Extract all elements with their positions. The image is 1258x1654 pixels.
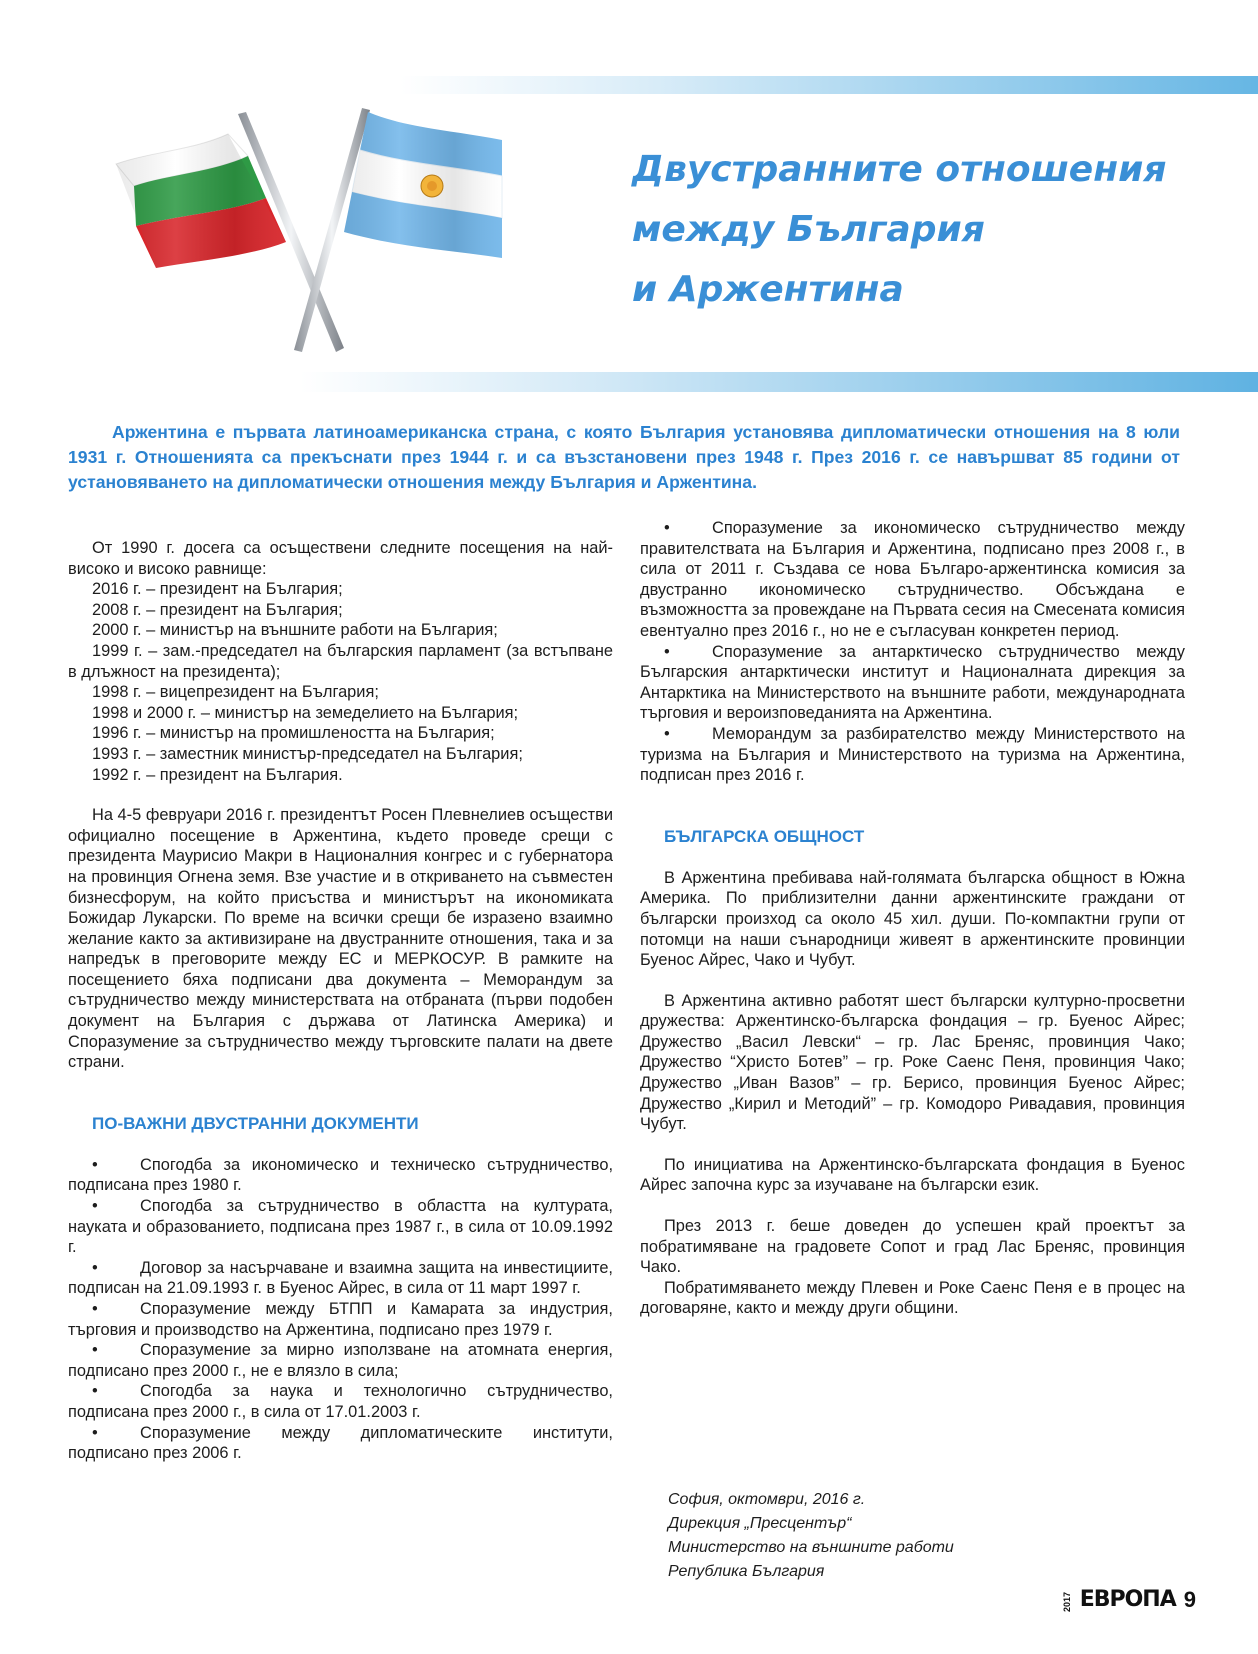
right-column (640, 518, 1185, 1319)
spacer (68, 1093, 613, 1113)
document-list-item: • Споразумение за икономическо сътрудничество между правителствата на България и Аржентина, подписано през 2008 г., в сила от 2011 г. Създава се нова Българо-аржентинска комисия за двустранно икономическо сътрудничество. Обсъждана е възможността за провеждане на Първата сесия на Смесената комисия евентуално през 2016 г., но не е съгласуван конкретен период. (640, 519, 1185, 640)
visit-item: 1993 г. – заместник министър-председател на България; (92, 744, 523, 763)
page-footer (1063, 1586, 1196, 1612)
community-paragraph: През 2013 г. беше доведен до успешен край проектът за побратимяване на градовете Сопот и град Лас Бреняс, провинция Чако. (640, 1217, 1185, 1277)
visit-item: 1999 г. – зам.-председател на българския парламент (за встъпване в длъжност на президента); (68, 641, 613, 681)
page-title (632, 140, 1192, 320)
sun-of-may-icon (421, 175, 443, 197)
magazine-logo: ЕВРОПА (1079, 1587, 1176, 1612)
spacer (68, 1135, 613, 1155)
spacer (640, 806, 1185, 826)
spacer (640, 848, 1185, 868)
spacer (68, 1073, 613, 1093)
left-column (68, 538, 613, 1464)
visit-item: 1992 г. – президент на България. (92, 765, 343, 784)
section-heading-community: БЪЛГАРСКА ОБЩНОСТ (664, 826, 865, 846)
community-paragraph: В Аржентина активно работят шест български културно-просветни дружества: Аржентинско-българска фондация – гр. Буенос Айрес; Дружество „Васил Левски“ – гр. Лас Бреняс, провинция Чако; Дружество “Христо Ботев” – гр. Роке Саенс Пеня, провинция Чако; Дружество „Иван Вазов” – гр. Берисо, провинция Буенос Айрес; Дружество „Кирил и Методий” – гр. Комодоро Ривадавия, провинция Чубут. (640, 991, 1185, 1134)
visits-intro: От 1990 г. досега са осъществени следните посещения на най-високо и високо равнище: (68, 539, 613, 578)
document-list-item: • Споразумение между БТПП и Камарата за индустрия, търговия и производство на Аржентина, подписано през 1979 г. (68, 1300, 613, 1339)
spacer (640, 1196, 1185, 1216)
visit-item: 2000 г. – министър на външните работи на България; (92, 621, 498, 640)
visit-item: 1998 г. – вицепрезидент на България; (92, 683, 379, 702)
community-paragraph: Побратимяването между Плевен и Роке Саенс Пеня е в процес на договаряне, както и между други общини. (640, 1278, 1185, 1318)
title-line-1: Двустранните отношения (632, 149, 1167, 190)
spacer (640, 786, 1185, 806)
signature-block (668, 1488, 954, 1584)
community-paragraph: По инициатива на Аржентинско-българската фондация в Буенос Айрес започна курс за изучаване на български език. (640, 1155, 1185, 1195)
section-heading-documents: ПО-ВАЖНИ ДВУСТРАННИ ДОКУМЕНТИ (92, 1113, 419, 1133)
spacer (68, 785, 613, 805)
visit-2016-paragraph: На 4-5 февруари 2016 г. президентът Росен Плевнелиев осъществи официално посещение в Аржентина, където проведе срещи с президента Маурисио Макри в Националния конгрес и с губернатора на провинция Огнена земя. Взе участие и в откриването на съвместен бизнесфорум, на който присъства и министърът на икономиката Божидар Лукарски. По време на всички срещи бе изразено взаимно желание както за активизиране на двустранните отношения, така и за напредък в преговорите между ЕС и МЕРКОСУР. В рамките на посещението бяха подписани два документа – Меморандум за сътрудничество между министерствата на отбраната (първи подобен документ на България с държава от Латинска Америка) и Споразумение за сътрудничество между търговските палати на двете страни. (68, 806, 613, 1072)
document-list-item: • Договор за насърчаване и взаимна защита на инвестициите, подписан на 21.09.1993 г. в Буенос Айрес, в сила от 11 март 1997 г. (68, 1258, 613, 1298)
page-number: 9 (1183, 1587, 1196, 1612)
magazine-logo-year: 2017 (1061, 1591, 1072, 1612)
document-list-item: • Споразумение между дипломатическите институти, подписано през 2006 г. (68, 1423, 613, 1463)
document-list-item: • Спогодба за сътрудничество в областта на културата, науката и образованието, подписана през 1987 г., в сила от 10.09.1992 г. (68, 1197, 613, 1257)
community-paragraph: В Аржентина пребивава най-голямата българска общност в Южна Америка. По приблизителни данни аржентинските граждани от български произход са около 45 хил. души. По-компактни групи от потомци на наши сънародници живеят в аржентинските провинции Буенос Айрес, Чако и Чубут. (640, 868, 1185, 970)
visit-item: 1996 г. – министър на промишлеността на България; (92, 724, 495, 743)
signature-line: Дирекция „Пресцентър“ (668, 1515, 852, 1532)
top-decorative-band (400, 76, 1258, 94)
crossed-flags-illustration (110, 100, 530, 370)
document-list-item: • Меморандум за разбирателство между Министерството на туризма на България и Министерството на туризма на Аржентина, подписан през 2016 г. (640, 724, 1185, 785)
visit-item: 2008 г. – президент на България; (92, 600, 343, 619)
document-list-item: • Спогодба за икономическо и техническо сътрудничество, подписана през 1980 г. (68, 1155, 613, 1195)
argentine-flag-icon (344, 112, 502, 258)
title-line-2: между България (632, 209, 985, 250)
document-list-item: • Спогодба за наука и технологично сътрудничество, подписана през 2000 г., в сила от 17.01.2003 г. (68, 1382, 613, 1421)
lead-paragraph: Аржентина е първата латиноамериканска страна, с която България установява дипломатически отношения на 8 юли 1931 г. Отношенията са прекъснати през 1944 г. и са възстановени през 1948 г. През 2016 г. се навършват 85 години от установяването на дипломатически отношения между България и Аржентина. (68, 422, 1180, 492)
spacer (640, 1135, 1185, 1155)
visit-item: 1998 и 2000 г. – министър на земеделието на България; (92, 703, 519, 722)
signature-line: Министерство на външните работи (668, 1539, 954, 1556)
document-list-item: • Споразумение за антарктическо сътрудничество между Българския антарктически институт и Националната дирекция за Антарктика на Министерството на външните работи, международната търговия и вероизповеданията на Аржентина. (640, 642, 1185, 723)
visit-item: 2016 г. – президент на България; (92, 580, 343, 599)
signature-line: Република България (668, 1563, 825, 1580)
signature-line: София, октомври, 2016 г. (668, 1491, 866, 1508)
title-line-3: и Аржентина (632, 269, 904, 310)
document-list-item: • Споразумение за мирно използване на атомната енергия, подписано през 2000 г., не е влязло в сила; (68, 1341, 613, 1380)
spacer (640, 971, 1185, 991)
bottom-decorative-band (300, 372, 1258, 392)
